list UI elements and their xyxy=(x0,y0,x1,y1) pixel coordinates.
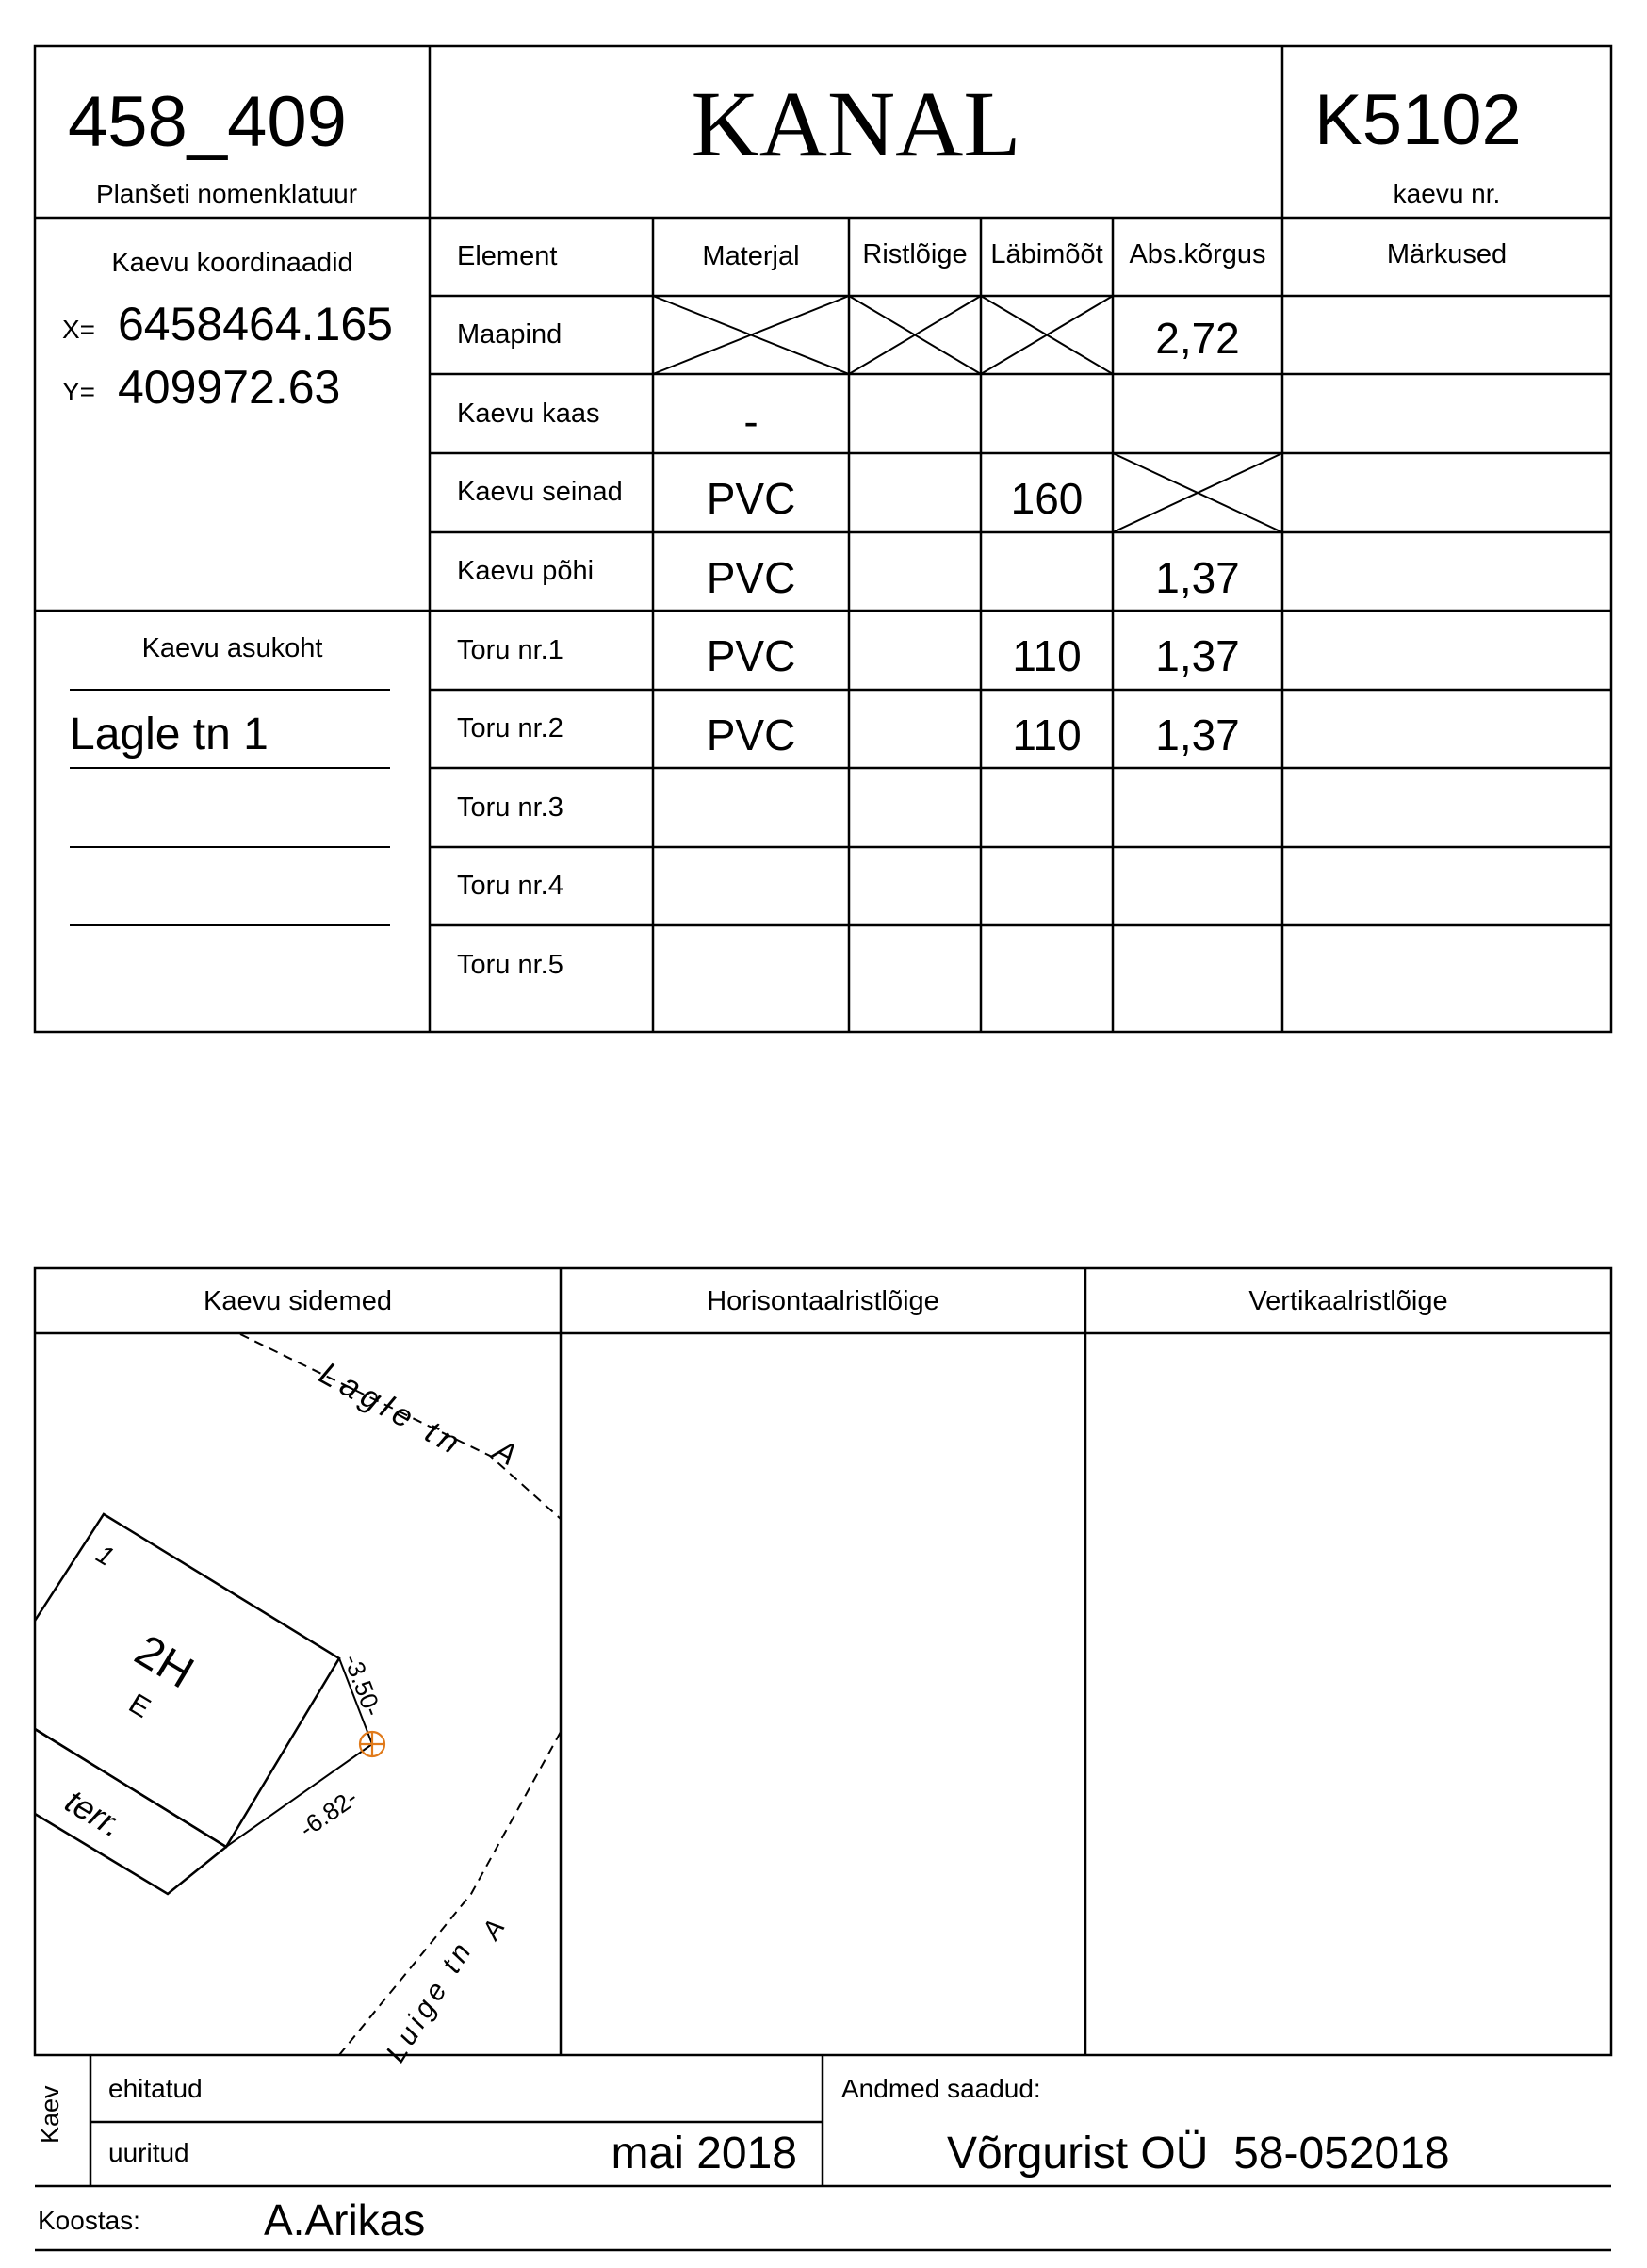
column-header-abs-height: Abs.kõrgus xyxy=(1129,239,1266,269)
row-element: Kaevu seinad xyxy=(457,477,623,507)
source-value: Võrgurist OÜ 58-052018 xyxy=(947,2129,1450,2178)
row-material: PVC xyxy=(706,710,796,759)
row-material: - xyxy=(743,397,758,446)
row-material: PVC xyxy=(706,553,796,602)
row-element: Toru nr.1 xyxy=(457,635,563,665)
location-address: Lagle tn 1 xyxy=(70,710,269,759)
dimension-b: -6.82- xyxy=(293,1783,363,1843)
sketch-header-links: Kaevu sidemed xyxy=(204,1286,392,1316)
row-abs-height: 1,37 xyxy=(1155,553,1240,602)
terrace-label: terr. xyxy=(58,1781,130,1845)
building-floors: 2H xyxy=(126,1625,203,1699)
sketch-header-vertical: Vertikaalristlõige xyxy=(1248,1286,1448,1316)
row-element: Kaevu põhi xyxy=(457,556,595,586)
site-sketch xyxy=(35,1334,561,2055)
author-name: A.Arikas xyxy=(264,2195,426,2244)
column-header-diameter: Läbimõõt xyxy=(990,239,1103,269)
row-element: Kaevu kaas xyxy=(457,399,600,429)
footer-side-label: Kaev xyxy=(36,2085,64,2144)
row-material: PVC xyxy=(706,631,796,680)
row-material: PVC xyxy=(706,474,796,523)
row-abs-height: 2,72 xyxy=(1155,314,1240,363)
x-label: X= xyxy=(62,315,96,344)
row-element: Toru nr.5 xyxy=(457,950,563,980)
coordinates-label: Kaevu koordinaadid xyxy=(111,248,353,278)
row-diameter: 160 xyxy=(1010,474,1084,523)
row-element: Maapind xyxy=(457,319,563,350)
location-label: Kaevu asukoht xyxy=(141,633,323,663)
well-number: K5102 xyxy=(1314,80,1522,160)
sheet-label: Planšeti nomenklatuur xyxy=(96,179,358,208)
street-label-top: Lagle tn xyxy=(313,1355,470,1464)
well-marker-icon xyxy=(360,1732,384,1756)
row-element: Toru nr.4 xyxy=(457,871,563,901)
street-label-bottom: Luige tn xyxy=(380,1934,481,2068)
built-label: ehitatud xyxy=(108,2074,203,2103)
column-header-element: Element xyxy=(457,241,558,271)
x-value: 6458464.165 xyxy=(118,298,393,351)
measured-label: uuritud xyxy=(108,2138,189,2167)
column-header-material: Materjal xyxy=(702,241,800,271)
y-label: Y= xyxy=(62,377,96,406)
row-element: Toru nr.2 xyxy=(457,713,563,743)
sheet-number: 458_409 xyxy=(68,82,347,162)
dimension-a: -3.50- xyxy=(337,1650,388,1721)
sketch-header-horizontal: Horisontaalristlõige xyxy=(707,1286,939,1316)
measured-date: mai 2018 xyxy=(611,2129,797,2178)
street-suffix-bottom: A xyxy=(476,1914,511,1945)
column-header-notes: Märkused xyxy=(1386,239,1508,269)
page-title: KANAL xyxy=(691,72,1021,176)
building-number: 1 xyxy=(91,1539,120,1572)
row-diameter: 110 xyxy=(1012,710,1082,759)
author-label: Koostas: xyxy=(38,2206,140,2235)
well-label: kaevu nr. xyxy=(1393,179,1501,208)
source-label: Andmed saadud: xyxy=(841,2074,1041,2103)
street-suffix-top: A xyxy=(488,1432,523,1473)
row-diameter: 110 xyxy=(1012,631,1082,680)
row-element: Toru nr.3 xyxy=(457,792,563,823)
building-type: E xyxy=(123,1688,156,1724)
y-value: 409972.63 xyxy=(118,361,341,414)
row-abs-height: 1,37 xyxy=(1155,710,1240,759)
row-abs-height: 1,37 xyxy=(1155,631,1240,680)
column-header-cross-section: Ristlõige xyxy=(862,239,968,269)
